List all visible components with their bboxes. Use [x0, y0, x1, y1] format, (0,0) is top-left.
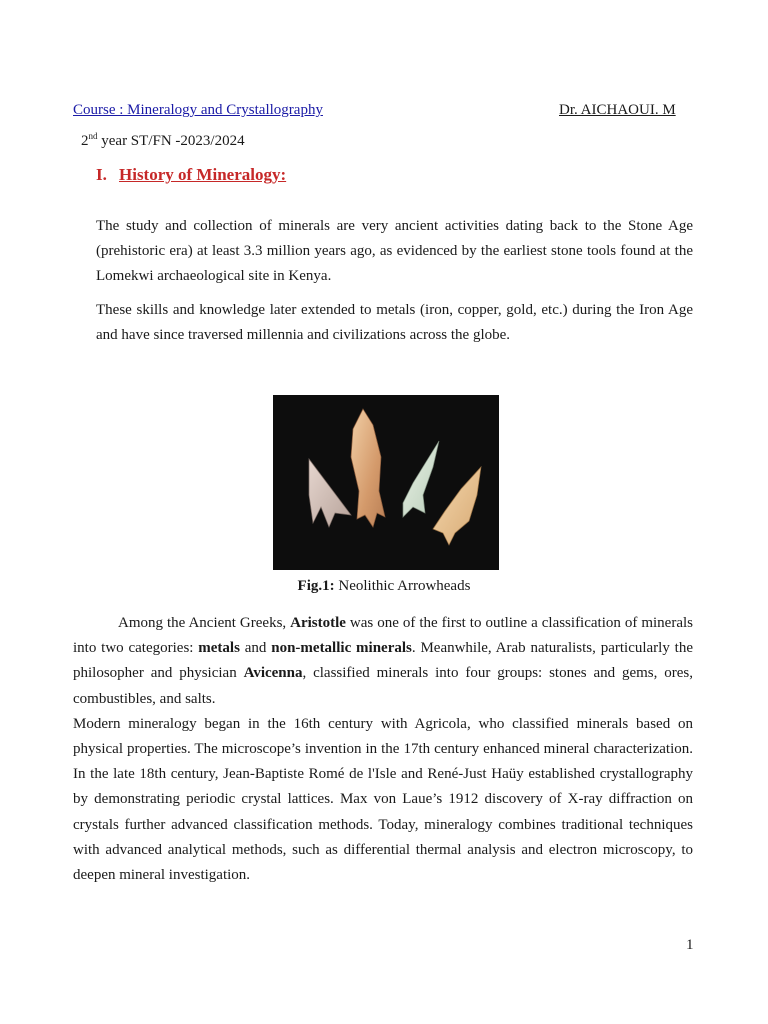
section-heading [96, 165, 286, 185]
author-name: Dr. AICHAOUI. M [559, 102, 676, 118]
year-number: 2 [81, 133, 89, 149]
text-run: and [239, 640, 272, 657]
academic-year [81, 131, 245, 150]
figure-label: Fig.1: [297, 578, 335, 594]
text-run: was one of the first to outline a classification of minerals into two categories: [73, 615, 693, 657]
aristotle-bold: Aristotle [290, 615, 346, 631]
intro-paragraph-2: These skills and knowledge later extended to metals (iron, copper, gold, etc.) during the Iron Age and have since traversed millennia and civilizations across the globe. [96, 302, 693, 343]
course-title: Course : Mineralogy and Crystallography [73, 102, 323, 118]
metals-bold: metals [198, 640, 240, 657]
arrowhead-4 [433, 467, 481, 545]
text-run: . Meanwhile, Arab naturalists, particularly the philosopher and physician [73, 640, 693, 682]
page-number: 1 [686, 937, 694, 953]
year-suffix: nd [88, 131, 98, 141]
intro-paragraph-1: The study and collection of minerals are very ancient activities dating back to the Stone Age (prehistoric era) at least 3.3 million years ago, as evidenced by the earliest stone tools found at the Lomekwi archaeological site in Kenya. [96, 218, 693, 284]
text-run: Among the Ancient Greeks, [118, 615, 291, 631]
greeks-arab-paragraph [73, 611, 693, 712]
non-metallic-bold: non-metallic minerals [271, 640, 412, 657]
arrowhead-3 [403, 441, 439, 517]
section-number: I. [96, 165, 107, 184]
modern-mineralogy-paragraph: Modern mineralogy began in the 16th century with Agricola, who classified minerals based on physical properties. The microscope’s invention in the 17th century enhanced mineral characterization. In the late 18th century, Jean-Baptiste Romé de l'Isle and René-Just Haüy established crystallography by demonstrating periodic crystal lattices. Max von Laue’s 1912 discovery of X-ray diffraction on crystals further advanced classification methods. Today, mineralogy combines traditional techniques with advanced analytical methods, such as differential thermal analysis and electron microscopy, to deepen mineral investigation. [73, 715, 693, 884]
year-text: year ST/FN -2023/2024 [97, 133, 245, 149]
avicenna-bold: Avicenna [243, 665, 303, 682]
arrowhead-2 [351, 409, 385, 527]
section-title: History of Mineralogy: [119, 165, 287, 184]
text-run: , classified minerals into four groups: stones and gems, ores, combustibles, and salts. [73, 665, 693, 707]
figure-caption [0, 578, 768, 595]
figure-caption-text: Neolithic Arrowheads [334, 578, 471, 594]
history-text [73, 611, 693, 888]
arrowhead-1 [309, 459, 351, 527]
arrowheads-photo [273, 395, 499, 570]
